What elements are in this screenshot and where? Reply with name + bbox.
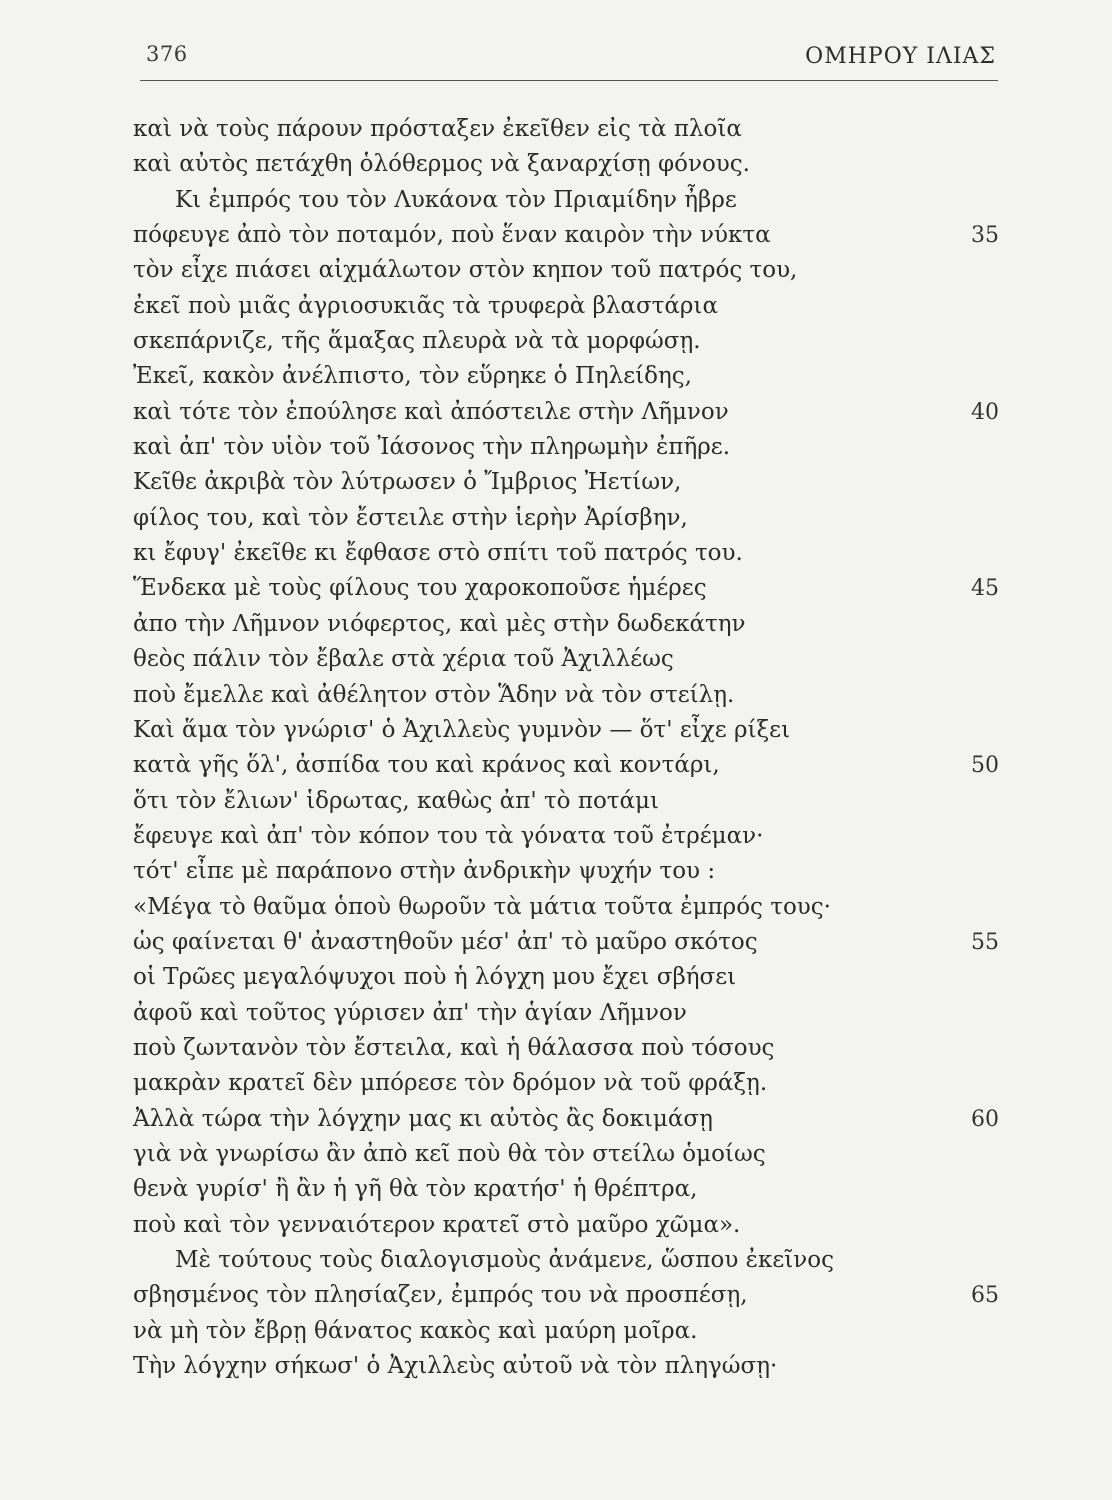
verse-line-text: μακρὰν κρατεῖ δὲν μπόρεσε τὸν δρόμον νὰ τοῦ φράξῃ. bbox=[133, 1070, 768, 1097]
verse-line-text: ἔφευγε καὶ ἀπ' τὸν κόπον του τὰ γόνατα τοῦ ἐτρέμαν· bbox=[133, 822, 764, 849]
verse-line bbox=[133, 1172, 1003, 1207]
line-number: 45 bbox=[971, 576, 999, 602]
verse-line bbox=[133, 183, 1003, 218]
verse-line-text: τὸν εἶχε πιάσει αἰχμάλωτον στὸν κηπον τοῦ πατρός του, bbox=[133, 257, 798, 284]
verse-line-text: Καὶ ἅμα τὸν γνώρισ' ὁ Ἀχιλλεὺς γυμνὸν — ὅτ' εἶχε ρίξει bbox=[133, 716, 791, 743]
verse-line bbox=[133, 925, 1003, 960]
verse-line-text: σβησμένος τὸν πλησίαζεν, ἐμπρός του νὰ προσπέσῃ, bbox=[133, 1282, 748, 1309]
verse-line-text: ὡς φαίνεται θ' ἀναστηθοῦν μέσ' ἀπ' τὸ μαῦρο σκότος bbox=[133, 928, 758, 955]
verse-line-text: Ἀλλὰ τώρα τὴν λόγχην μας κι αὐτὸς ἂς δοκιμάσῃ bbox=[133, 1105, 713, 1132]
verse-line bbox=[133, 536, 1003, 571]
verse-line-text: κι ἔφυγ' ἐκεῖθε κι ἔφθασε στὸ σπίτι τοῦ πατρός του. bbox=[133, 540, 743, 567]
verse-line bbox=[133, 713, 1003, 748]
verse-line bbox=[133, 819, 1003, 854]
line-number: 55 bbox=[971, 929, 999, 955]
line-number: 40 bbox=[971, 399, 999, 425]
verse-line-text: θενὰ γυρίσ' ἢ ἂν ἡ γῆ θὰ τὸν κρατήσ' ἡ θρέπτρα, bbox=[133, 1176, 698, 1203]
verse-line bbox=[133, 1278, 1003, 1313]
verse-line-text: πόφευγε ἀπὸ τὸν ποταμόν, ποὺ ἕναν καιρὸν τὴν νύκτα bbox=[133, 222, 771, 249]
verse-line-text: Ἕνδεκα μὲ τοὺς φίλους του χαροκοποῦσε ἡμέρες bbox=[133, 575, 707, 602]
verse-line bbox=[133, 1314, 1003, 1349]
verse-line bbox=[133, 253, 1003, 288]
verse-line-text: καὶ ἀπ' τὸν υἱὸν τοῦ Ἰάσονος τὴν πληρωμὴν ἐπῆρε. bbox=[133, 434, 731, 461]
verse-line bbox=[133, 854, 1003, 889]
verse-line-text: Τὴν λόγχην σήκωσ' ὁ Ἀχιλλεὺς αὐτοῦ νὰ τὸν πληγώσῃ· bbox=[133, 1353, 778, 1380]
verse-line-text: Μὲ τούτους τοὺς διαλογισμοὺς ἀνάμενε, ὥσπου ἐκεῖνος bbox=[175, 1247, 835, 1273]
header-rule bbox=[140, 80, 998, 81]
verse-line-text: ἀπο τὴν Λῆμνον νιόφερτος, καὶ μὲς στὴν δωδεκάτην bbox=[133, 610, 746, 637]
verse-line-text: κατὰ γῆς ὅλ', ἀσπίδα του καὶ κράνος καὶ κοντάρι, bbox=[133, 752, 720, 779]
verse-line bbox=[133, 430, 1003, 465]
verse-text bbox=[133, 112, 1003, 1384]
page-number: 376 bbox=[146, 42, 188, 66]
verse-line-text: ποὺ ζωντανὸν τὸν ἔστειλα, καὶ ἡ θάλασσα ποὺ τόσους bbox=[133, 1034, 775, 1061]
verse-line-text: Ἐκεῖ, κακὸν ἀνέλπιστο, τὸν εὕρηκε ὁ Πηλείδης, bbox=[133, 363, 692, 390]
verse-line-text: τότ' εἶπε μὲ παράπονο στὴν ἀνδρικὴν ψυχήν του : bbox=[133, 858, 716, 885]
verse-line bbox=[133, 571, 1003, 606]
verse-line-text: Κεῖθε ἀκριβὰ τὸν λύτρωσεν ὁ Ἴμβριος Ἠετίων, bbox=[133, 469, 682, 496]
verse-line bbox=[133, 395, 1003, 430]
verse-line-text: «Μέγα τὸ θαῦμα ὁποὺ θωροῦν τὰ μάτια τοῦτα ἐμπρός τους· bbox=[133, 893, 831, 920]
verse-line bbox=[133, 748, 1003, 783]
verse-line bbox=[133, 501, 1003, 536]
verse-line-text: καὶ αὐτὸς πετάχθη ὁλόθερμος νὰ ξαναρχίσῃ φόνους. bbox=[133, 151, 750, 178]
verse-line bbox=[133, 1208, 1003, 1243]
page-header bbox=[140, 28, 1000, 84]
verse-line-text: σκεπάρνιζε, τῆς ἅμαξας πλευρὰ νὰ τὰ μορφώσῃ. bbox=[133, 328, 701, 355]
verse-line bbox=[133, 1102, 1003, 1137]
verse-line bbox=[133, 359, 1003, 394]
verse-line bbox=[133, 1137, 1003, 1172]
verse-line-text: καὶ νὰ τοὺς πάρουν πρόσταξεν ἐκεῖθεν εἰς τὰ πλοῖα bbox=[133, 116, 742, 142]
line-number: 65 bbox=[971, 1283, 999, 1309]
line-number: 60 bbox=[971, 1106, 999, 1132]
line-number: 50 bbox=[971, 753, 999, 779]
verse-line-text: ποὺ ἔμελλε καὶ ἀθέλητον στὸν Ἅδην νὰ τὸν στείλῃ. bbox=[133, 681, 735, 708]
verse-line bbox=[133, 1031, 1003, 1066]
verse-line bbox=[133, 147, 1003, 182]
line-number: 35 bbox=[971, 223, 999, 249]
verse-line-text: ἐκεῖ ποὺ μιᾶς ἀγριοσυκιᾶς τὰ τρυφερὰ βλαστάρια bbox=[133, 292, 718, 319]
verse-line-text: γιὰ νὰ γνωρίσω ἂν ἀπὸ κεῖ ποὺ θὰ τὸν στείλω ὁμοίως bbox=[133, 1140, 766, 1167]
verse-line-text: ποὺ καὶ τὸν γενναιότερον κρατεῖ στὸ μαῦρο χῶμα». bbox=[133, 1211, 741, 1238]
verse-line-text: ὅτι τὸν ἔλιων' ἱδρωτας, καθὼς ἀπ' τὸ ποτάμι bbox=[133, 787, 660, 814]
verse-line bbox=[133, 324, 1003, 359]
verse-line bbox=[133, 465, 1003, 500]
verse-line bbox=[133, 607, 1003, 642]
verse-line-text: καὶ τότε τὸν ἐπούλησε καὶ ἀπόστειλε στὴν Λῆμνον bbox=[133, 398, 729, 425]
running-title: ΟΜΗΡΟΥ ΙΛΙΑΣ bbox=[805, 44, 996, 69]
verse-line bbox=[133, 1066, 1003, 1101]
verse-line-text: θεὸς πάλιν τὸν ἔβαλε στὰ χέρια τοῦ Ἀχιλλέως bbox=[133, 646, 674, 673]
verse-line bbox=[133, 960, 1003, 995]
verse-line bbox=[133, 218, 1003, 253]
verse-line bbox=[133, 678, 1003, 713]
verse-line-text: Κι ἐμπρός του τὸν Λυκάονα τὸν Πριαμίδην ἦβρε bbox=[175, 186, 737, 213]
verse-line bbox=[133, 289, 1003, 324]
verse-line bbox=[133, 1243, 1003, 1278]
verse-line bbox=[133, 1349, 1003, 1384]
verse-line-text: φίλος του, καὶ τὸν ἔστειλε στὴν ἱερὴν Ἀρίσβην, bbox=[133, 504, 688, 531]
verse-line bbox=[133, 642, 1003, 677]
verse-line bbox=[133, 784, 1003, 819]
verse-line-text: νὰ μὴ τὸν ἔβρῃ θάνατος κακὸς καὶ μαύρη μοῖρα. bbox=[133, 1317, 698, 1344]
verse-line-text: οἱ Τρῶες μεγαλόψυχοι ποὺ ἡ λόγχη μου ἔχει σβήσει bbox=[133, 964, 737, 991]
verse-line bbox=[133, 996, 1003, 1031]
verse-line bbox=[133, 890, 1003, 925]
verse-line bbox=[133, 112, 1003, 147]
verse-line-text: ἀφοῦ καὶ τοῦτος γύρισεν ἀπ' τὴν ἁγίαν Λῆμνον bbox=[133, 999, 687, 1026]
